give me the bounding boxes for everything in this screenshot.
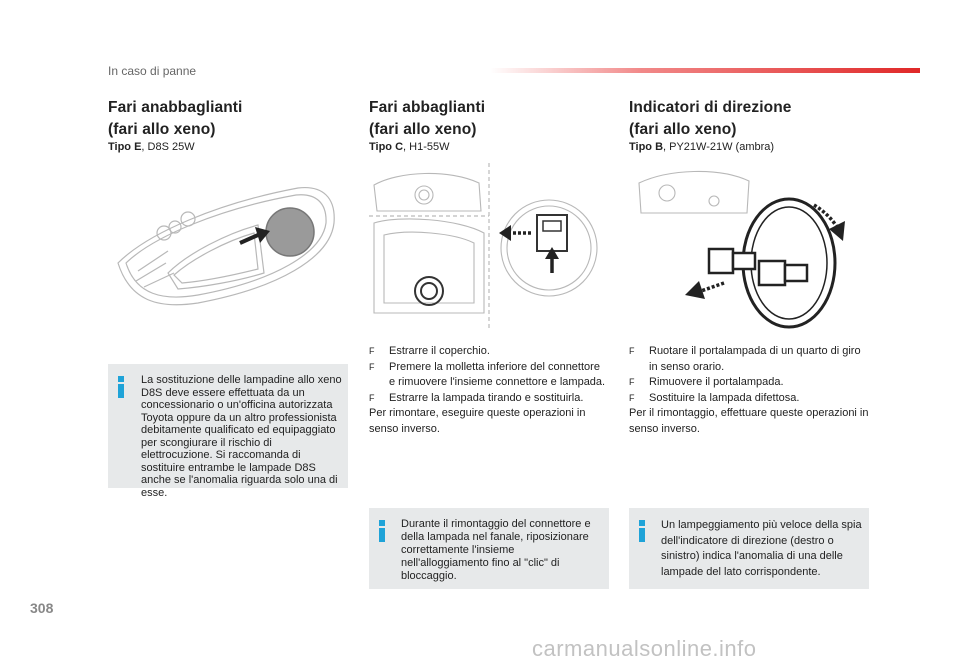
arrow-icon — [685, 281, 724, 299]
col2-steps — [369, 344, 609, 437]
col3-title — [629, 97, 791, 141]
step-text: Ruotare il portalampada di un quarto di giro in senso orario. — [649, 345, 861, 373]
step-text: Rimuovere il portalampada. — [649, 376, 784, 388]
col1-type — [108, 141, 195, 153]
info-box-fast-blink — [629, 508, 869, 589]
lamp-holder-icon — [743, 199, 835, 327]
list-item — [629, 344, 869, 375]
bullet-marker: F — [629, 377, 635, 387]
col3-type-value: , PY21W-21W (ambra) — [663, 141, 775, 153]
bulb-cap — [266, 208, 314, 256]
bullet-marker: F — [629, 392, 635, 403]
info-icon — [638, 520, 646, 542]
bullet-marker: F — [629, 346, 635, 356]
header-accent-bar — [490, 68, 920, 73]
steps-footer: Per rimontare, eseguire queste operazioni in senso inverso. — [369, 407, 586, 435]
bulb-icon — [709, 249, 733, 273]
bullet-marker: F — [369, 361, 375, 372]
list-item — [369, 391, 609, 407]
step-text: Sostituire la lampada difettosa. — [649, 391, 800, 404]
col2-type — [369, 141, 449, 153]
watermark: carmanualsonline.info — [532, 636, 757, 661]
bullet-marker: F — [369, 392, 375, 403]
step-text: Estrarre il coperchio. — [389, 345, 490, 357]
high-beam-headlamp-illustration — [369, 163, 609, 331]
info-text: La sostituzione delle lampadine allo xeno D8S deve essere effettuata da un concessionario o un'officina autorizzata Toyota oppure da un altro professionista debitamente qualificato ed equipaggiato per scongiurare il rischio di elettrocuzione. Si raccomanda di sostituire entrambe le lampade D8S anche se l'anomalia riguarda solo una di esse. — [141, 374, 342, 499]
info-text: Un lampeggiamento più veloce della spia dell'indicatore di direzione (destro o sinistro) indica l'anomalia di una delle lampade del lato corrispondente. — [661, 519, 862, 578]
info-icon — [378, 520, 386, 542]
bulb-socket-icon — [415, 277, 443, 305]
info-text: Durante il rimontaggio del connettore e della lampada nel fanale, riposizionare correttamente l'insieme nell'alloggiamento fino al "clic" di bloccaggio. — [401, 518, 591, 582]
col1-type-value: , D8S 25W — [141, 141, 195, 153]
col1-type-label: Tipo E — [108, 141, 142, 153]
step-text: Estrarre la lampada tirando e sostituirla. — [389, 391, 584, 404]
col2-title-line1: Fari abbaglianti — [369, 99, 486, 116]
col3-type-label: Tipo B — [629, 141, 664, 153]
col3-title-line2: (fari allo xeno) — [629, 121, 737, 138]
col3-title-line1: Indicatori di direzione — [629, 99, 792, 116]
list-item — [629, 375, 869, 391]
page-number: 308 — [30, 600, 54, 616]
col1-title — [108, 97, 242, 141]
bullet-marker: F — [369, 346, 375, 356]
turn-signal-illustration — [629, 163, 869, 331]
steps-footer: Per il rimontaggio, effettuare queste operazioni in senso inverso. — [629, 407, 869, 435]
section-header: In caso di panne — [108, 64, 197, 78]
col2-type-value: , H1-55W — [403, 141, 450, 153]
col2-title-line2: (fari allo xeno) — [369, 121, 477, 138]
list-item — [369, 360, 609, 391]
list-item — [369, 344, 609, 360]
col3-type — [629, 141, 774, 153]
list-item — [629, 391, 869, 407]
step-text: Premere la molletta inferiore del connettore e rimuovere l'insieme connettore e lampada. — [389, 360, 606, 388]
info-icon — [117, 376, 125, 398]
col2-title — [369, 97, 485, 141]
col1-title-line2: (fari allo xeno) — [108, 121, 216, 138]
info-box-xenon-warning — [108, 364, 348, 499]
info-box-reassembly — [369, 508, 609, 589]
col1-title-line1: Fari anabbaglianti — [108, 99, 243, 116]
arrow-icon — [499, 225, 531, 241]
col2-type-label: Tipo C — [369, 141, 404, 153]
low-beam-headlamp-illustration — [108, 163, 348, 331]
col3-steps — [629, 344, 869, 437]
